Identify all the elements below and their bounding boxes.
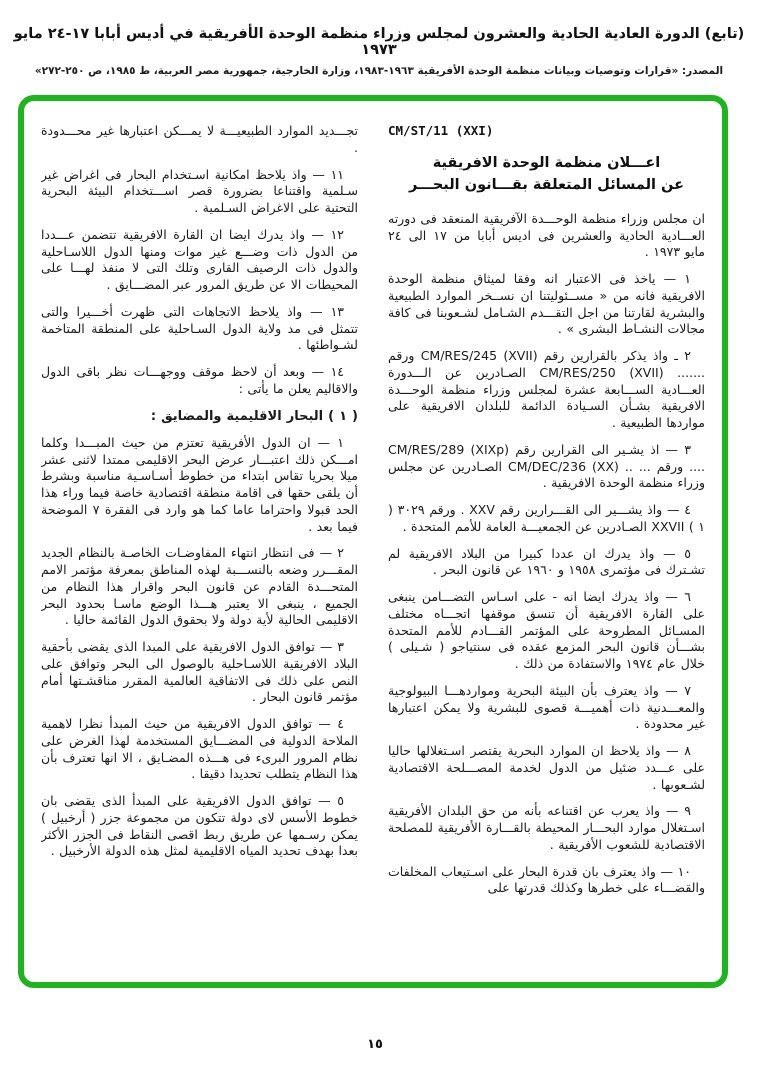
paragraph-principle-5: ٥ — توافق الدول الافريقية على المبدأ الذى يقضى بان خطوط الأسس لاى دولة تتكون من مجموعة جزر ( أرخبيل ) يمكن رسـمها عن طريق ربط اقصى النقاط فى الجزر الأكثر بعدا بهدف تحديد المياه الاقليمية لمثل هذه الدولة الأرخبيل . (41, 793, 358, 859)
paragraph-principle-1: ١ — ان الدول الأفريقية تعتزم من حيث المبـــدا وكلما امـــكن ذلك اعتبـــار عرض البحر الاقليمى ممتدا لاثنى عشر ميلا بحريا تقاس ابتداء من خطوط أسـاسـية مناسبة وبشرط أن يلقى حقها فى اقامة منطقة اقتصادية خاصة فيما وراء هذا الحد قبولا واحتراما عاما كما هو وارد فى الفقرة ٧ الموضحة فيما بعد . (41, 434, 358, 534)
paragraph-item-11: ١١ — واذ يلاحظ امكانية اسـتخدام البحار فى اغراض غير سـلمية واقتناعا بضرورة قصر اســـتخدام البيئة البحرية التحتية على الاغراض السـلمية . (41, 166, 358, 215)
paragraph-item-9: ٩ — واذ يعرب عن اقتناعه بأنه من حق البلدان الأفريقية اسـتغلال موارد البحـــار المحيطة بالقـــارة الأفريقية للمصلحة الاقتصادية للشعوب الأفريقية . (388, 803, 705, 852)
two-column-layout (24, 101, 722, 982)
header-source-note: المصدر: «قرارات وتوصيات وبيانات منظمة الوحدة الأفريقية ١٩٦٣-١٩٨٣، وزارة الخارجية، جمهورية مصر العربية، ط ١٩٨٥، ص ٢٥٠-٢٧٢» (34, 65, 724, 77)
paragraph-item-2: ٢ ـ واذ يذكر بالقرارين رقم CM/RES/245 (XVII) ورقم ....... CM/RES/250 (XVII) الصـادرين عن الـــدورة العـــادية الســـابعة عشرة لمجلس وزراء منظمة الوحـــدة الافريقية بشـأن السـيادة الدائمة للبلدان الافريقية على مواردها الطبيعية . (388, 348, 705, 431)
paragraph-item-10: ١٠ — واذ يعترف بان قدرة البحار على اسـتيعاب المخلفات والقضـــاء على خطرها وكذلك قدرتها على (388, 863, 705, 896)
paragraph-item-6: ٦ — واذ يدرك ايضا انه - على اسـاس التضـــامن ينبغى على القارة الافريقية أن تنسق موقفها اتجـــاه مختلف المسـائل المطروحة على المؤتمر القـــادم للأمم المتحدة بشـــأن قانون البحر المزمع عقده فى سنتياجو ( شـيلى ) خلال عام ١٩٧٤ والاستفادة من ذلك . (388, 589, 705, 672)
paragraph-item-10-continued: تجـــديد الموارد الطبيعيـــة لا يمـــكن اعتبارها غير محـــدودة . (41, 123, 358, 155)
paragraph-item-4: ٤ — واذ يشـــير الى القـــرارين رقم XXV . ورقم ٣٠٢٩ ( ١ ) XXVII الصـادرين عن الجمعيـــة العامة للأمم المتحدة . (388, 502, 705, 534)
document-reference-code: CM/ST/11 (XXI) (388, 123, 494, 138)
paragraph-principle-3: ٣ — توافق الدول الافريقية على المبدا الذى يقضى بأحقية البلاد الافريقية اللاسـاحلية بالوصول الى البحر وتوافق على النص على ذلك فى الاتفاقية العالمية المقرر مناقشـتها أمام مؤتمر قانون البحار . (41, 639, 358, 705)
paragraph-preamble: ان مجلس وزراء منظمة الوحـــدة الآفريقية المنعقد فى دورته العـــادية الحادية والعشرين فى اديس أبابا من ١٧ الى ٢٤ مايو ١٩٧٣ . (388, 210, 705, 260)
paragraph-principle-4: ٤ — توافق الدول الافريقية من حيث المبدأ نظرا لاهمية الملاحة الدولية فى المضـــايق المستخدمة لهذا الغرض على نظام المرور البرىء فى هـــذه المضـايق ، الا انها تعترف بأن هذا النظام يتطلب تحديدا دقيقا . (41, 716, 358, 782)
header-session-title: (تابع) الدورة العادية الحادية والعشرون لمجلس وزراء منظمة الوحدة الأفريقية في أديس أبابا ١٧-٢٤ مايو ١٩٧٣ (13, 26, 745, 58)
paragraph-item-5: ٥ — واذ يدرك ان عددا كبيرا من البلاد الافريقية لم تشـترك فى مؤتمرى ١٩٥٨ و ١٩٦٠ عن قانون البحر . (388, 545, 705, 578)
paragraph-item-13: ١٣ — واذ يلاحظ الاتجاهات التى ظهرت أخـــيرا والتى تتمثل فى مد ولاية الدول السـاحلية على المنطقة المتاخمة لشـواطئها . (41, 303, 358, 353)
paragraph-principle-2: ٢ — فى انتظار انتهاء المفاوضـات الخاصـة بالنظام الجديد المقـــرر وضعه بالنســـبة لهذه المناطق بمعرفة مؤتمر الامم المتحـــدة القادم عن قانون البحر واقرار هذا النظام من الجميع ، ينبغى الا يعتبر هـــذا الوضع ماسـا بحدود البحر الاقليمى الحالية لأية دولة ولا بحقوق الدول القائمة حاليا . (41, 545, 358, 628)
paragraph-item-8: ٨ — واذ يلاحظ ان الموارد البحرية يقتصر اسـتغلالها حاليا على عـــدد ضئيل من الدول لخدمة المصـــلحة الاقتصادية لشـعوبها . (388, 743, 705, 792)
paragraph-item-7: ٧ — واذ يعترف بأن البيئة البحرية ومواردهـــا البيولوجية والمعـــدنية ذات أهميـــة قصوى للبشرية ولا يمكن اعتبارها غير محدودة . (388, 682, 705, 732)
page-header (0, 26, 758, 77)
paragraph-item-3: ٣ — اذ يشـير الى القرارين رقم CM/RES/289 (XIXp) .... ورقم ... .. CM/DEC/236 (XX) الصـادرين عن مجلس وزراء منظمة الوحدة الافريقية . (388, 441, 705, 491)
paragraph-item-12: ١٢ — واذ يدرك ايضا ان القارة الافريقية تتضمن عـــددا من الدول ذات وضـــع غير موات ومنها الدول اللاسـاحلية والدول ذات الرصيف القارى وتلك التى لا منفذ لهـــا على المحيطات الا عن طريق المرور عبر المضـــايق . (41, 226, 358, 292)
green-border-frame (18, 95, 728, 988)
document-title-line1: اعـــلان منظمة الوحدة الافريقية (432, 155, 661, 171)
paragraph-item-14: ١٤ — وبعد أن لاحظ موقف ووجهـــات نظر باقى الدول والاقاليم يعلن ما يأتى : (41, 364, 358, 396)
document-title (388, 152, 705, 197)
column-right (388, 123, 705, 968)
page-number: ١٥ (367, 1037, 383, 1052)
section-heading-territorial-seas: ( ١ ) البحار الاقليمية والمضايق : (150, 408, 358, 424)
paragraph-item-1: ١ — ياخذ فى الاعتبار انه وفقا لميثاق منظمة الوحدة الافريقية فانه من « مســئوليتنا ان نســخر الموارد الطبيعية والبشرية لقارتنا من اجل التقـــدم الشـامل لشـعوبنا فى كافة مجالات النشـاط البشرى » . (388, 271, 705, 337)
document-title-line2: عن المسائل المتعلقة بقـــانون البحـــر (408, 177, 685, 194)
column-left (41, 123, 358, 968)
